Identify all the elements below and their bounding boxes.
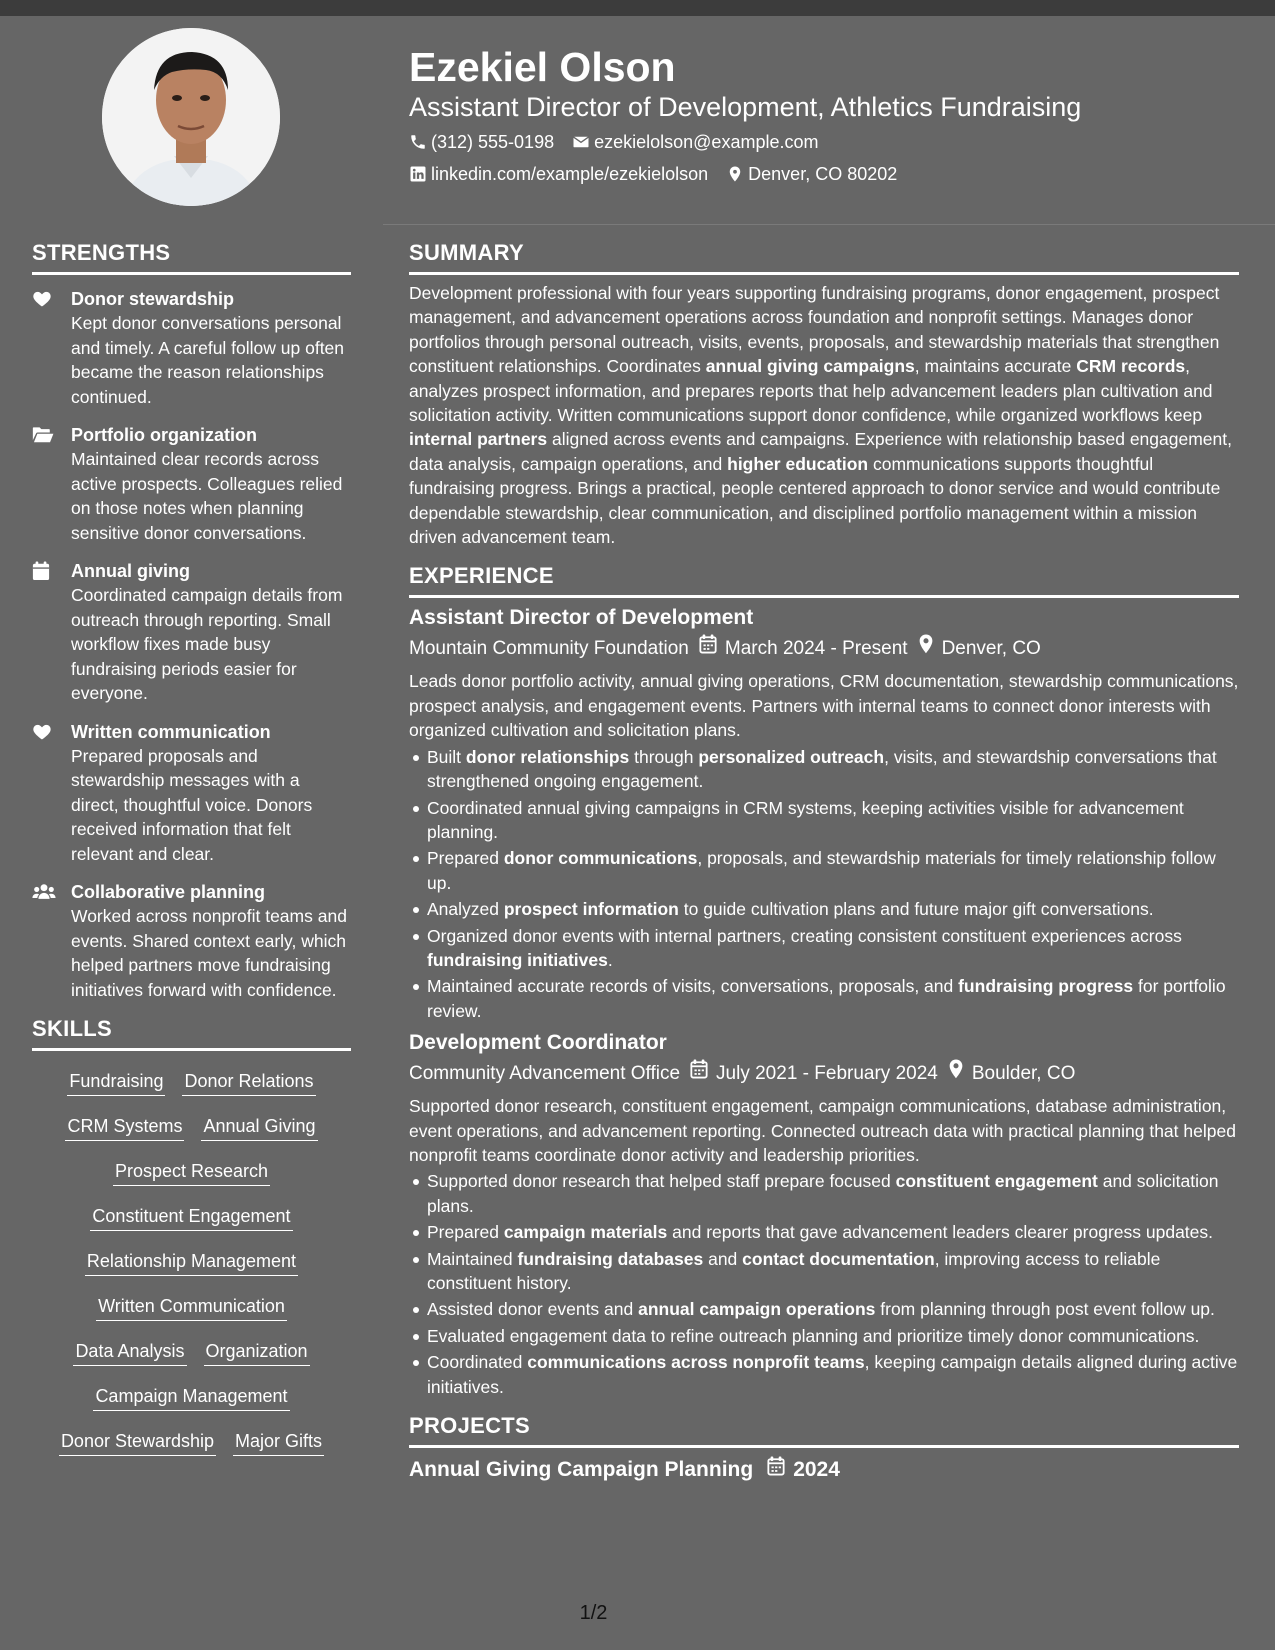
skill-tag: Donor Relations [182, 1069, 315, 1096]
users-icon [32, 882, 56, 902]
bold-keyword: campaign materials [503, 1222, 668, 1243]
email-text: ezekielolson@example.com [594, 132, 819, 152]
strength-desc: Worked across nonprofit teams and events. Shared context early, which helped partners move fundraising initiatives forward with confidence. [71, 906, 347, 1000]
strengths-list [32, 287, 351, 1002]
strength-desc: Kept donor conversations personal and timely. A careful follow up often became the reason relationships continued. [71, 313, 345, 407]
projects-heading: PROJECTS [409, 1413, 530, 1439]
page-number: 1/2 [579, 1602, 608, 1624]
candidate-headline: Assistant Director of Development, Athletics Fundraising [409, 92, 1082, 122]
phone-icon [409, 133, 427, 151]
strength-title: Donor stewardship [71, 289, 235, 309]
resume-page [0, 16, 1275, 1650]
bold-keyword: annual giving campaigns [705, 356, 915, 377]
skill-tag: Major Gifts [233, 1429, 324, 1456]
bullet-item: Maintained accurate records of visits, conversations, proposals, and fundraising progress for portfolio review. [427, 974, 1239, 1023]
job-location [918, 634, 1041, 663]
section-rule [32, 272, 351, 275]
right-column [409, 240, 1239, 1484]
project-date [767, 1456, 840, 1484]
strength-title: Collaborative planning [71, 882, 266, 902]
skill-tag: Fundraising [67, 1069, 165, 1096]
skill-tag: Campaign Management [93, 1384, 289, 1411]
bold-keyword: higher education [727, 453, 869, 474]
bullet-item: Organized donor events with internal partners, creating consistent constituent experiences across fundraising initiatives. [427, 924, 1239, 973]
skill-tag: Data Analysis [73, 1339, 186, 1366]
bold-keyword: annual campaign operations [638, 1299, 876, 1320]
job-org: Mountain Community Foundation [409, 637, 689, 659]
summary-heading: SUMMARY [409, 240, 524, 265]
top-bar [0, 0, 1275, 16]
bullet-item: Evaluated engagement data to refine outreach planning and prioritize timely donor communications. [427, 1324, 1239, 1348]
skill-row [32, 1241, 351, 1286]
section-rule [409, 1445, 1239, 1448]
map-pin-icon [726, 165, 744, 183]
bold-keyword: fundraising initiatives [427, 949, 608, 970]
section-rule [409, 595, 1239, 598]
bullet-item: Assisted donor events and annual campaign operations from planning through post event follow up. [427, 1297, 1239, 1321]
linkedin-text: linkedin.com/example/ezekielolson [431, 164, 709, 184]
strength-item [32, 423, 351, 545]
skills-heading: SKILLS [32, 1016, 113, 1041]
bold-keyword: communications across nonprofit teams [527, 1352, 865, 1373]
job-meta [409, 1059, 1239, 1088]
skill-row [32, 1421, 351, 1466]
projects-list [409, 1456, 1239, 1484]
section-rule [32, 1048, 351, 1051]
skill-row [32, 1376, 351, 1421]
heart-icon [32, 289, 52, 309]
job-title: Development Coordinator [409, 1031, 667, 1055]
job-location [948, 1059, 1076, 1088]
strength-title: Portfolio organization [71, 425, 257, 445]
strength-desc: Maintained clear records across active prospects. Colleagues relied on those notes when planning sensitive donor conversations. [71, 449, 343, 543]
bullet-item: Maintained fundraising databases and contact documentation, improving access to reliable constituent history. [427, 1247, 1239, 1296]
job-entry [409, 604, 1239, 1023]
skill-tag: Relationship Management [85, 1249, 298, 1276]
skill-row [32, 1286, 351, 1331]
strength-desc: Coordinated campaign details from outreach through reporting. Small workflow fixes made busy fundraising periods easier for everyone. [71, 585, 343, 703]
skill-row [32, 1196, 351, 1241]
skill-tag: Constituent Engagement [90, 1204, 292, 1231]
job-dates-text: July 2021 - February 2024 [716, 1062, 938, 1084]
bold-keyword: fundraising progress [958, 976, 1134, 997]
job-title: Assistant Director of Development [409, 606, 754, 630]
calendar-icon [32, 561, 50, 581]
map-pin-icon [918, 634, 934, 663]
contact-row [409, 130, 1249, 154]
job-location-text: Boulder, CO [971, 1062, 1076, 1084]
strength-item [32, 559, 351, 706]
strengths-heading: STRENGTHS [32, 240, 171, 265]
skill-tag: Written Communication [96, 1294, 287, 1321]
header-divider [383, 224, 1275, 225]
bold-keyword: personalized outreach [698, 746, 885, 767]
candidate-name: Ezekiel Olson [409, 44, 676, 90]
job-description: Leads donor portfolio activity, annual giving operations, CRM documentation, stewardship communications, prospect analysis, and engagement events. Partners with internal teams to connect donor interests with organized cultivation and solicitation plans. [409, 671, 1239, 741]
skills-list [32, 1061, 351, 1466]
job-entry [409, 1029, 1239, 1399]
bold-keyword: prospect information [503, 899, 679, 920]
calendar-icon [767, 1456, 785, 1484]
linkedin-contact[interactable] [409, 162, 708, 186]
bullet-item: Prepared donor communications, proposals, and stewardship materials for timely relationship follow up. [427, 846, 1239, 895]
profile-photo [102, 28, 280, 206]
location-text: Denver, CO 80202 [748, 164, 898, 184]
skill-row [32, 1151, 351, 1196]
skill-row [32, 1106, 351, 1151]
phone-contact[interactable] [409, 130, 554, 154]
envelope-icon [572, 133, 590, 151]
skill-tag: Donor Stewardship [59, 1429, 216, 1456]
bullet-item: Prepared campaign materials and reports that gave advancement leaders clearer progress updates. [427, 1220, 1239, 1244]
job-org: Community Advancement Office [409, 1062, 681, 1084]
job-meta [409, 634, 1239, 663]
skill-tag: Annual Giving [201, 1114, 317, 1141]
strength-item [32, 287, 351, 409]
bullet-item: Supported donor research that helped staff prepare focused constituent engagement and solicitation plans. [427, 1169, 1239, 1218]
strength-title: Written communication [71, 721, 271, 742]
job-dates-text: March 2024 - Present [724, 637, 908, 659]
project-year: 2024 [793, 1458, 840, 1482]
phone-text: (312) 555-0198 [431, 132, 555, 152]
email-contact[interactable] [572, 130, 818, 154]
experience-list [409, 604, 1239, 1399]
location-contact [726, 162, 897, 186]
skill-row [32, 1331, 351, 1376]
job-location-text: Denver, CO [941, 637, 1041, 659]
bold-keyword: donor relationships [465, 746, 630, 767]
strength-title: Annual giving [71, 561, 190, 581]
strength-desc: Prepared proposals and stewardship messages with a direct, thoughtful voice. Donors received information that felt relevant and clear. [71, 745, 313, 864]
map-pin-icon [948, 1059, 964, 1088]
contact-row-2 [409, 162, 1249, 186]
bullet-item: Coordinated communications across nonprofit teams, keeping campaign details aligned during active initiatives. [427, 1350, 1239, 1399]
calendar-icon [690, 1059, 708, 1088]
bullet-item: Built donor relationships through personalized outreach, visits, and stewardship conversations that strengthened ongoing engagement. [427, 745, 1239, 794]
strength-item [32, 720, 351, 867]
project-entry [409, 1456, 1239, 1484]
summary-text: Development professional with four years supporting fundraising programs, donor engagement, prospect management, and advancement operations across foundation and nonprofit settings. Manages donor portfolios through personal outreach, visits, events, proposals, and stewardship materials that strengthen constituent relationships. Coordinates annual giving campaigns, maintains accurate CRM records, analyzes prospect information, and prepares reports that help advancement leaders plan cultivation and solicitation activity. Written communications support donor confidence, while organized workflows keep internal partners aligned across events and campaigns. Experience with relationship based engagement, data analysis, campaign operations, and higher education communications supports thoughtful fundraising progress. Brings a practical, people centered approach to donor service and would contribute dependable stewardship, clear communication, and disciplined portfolio management within a mission driven advancement team. [409, 283, 1232, 548]
bold-keyword: constituent engagement [895, 1171, 1098, 1192]
project-title: Annual Giving Campaign Planning [409, 1458, 754, 1482]
skill-tag: Organization [204, 1339, 310, 1366]
bold-keyword: fundraising databases [517, 1248, 704, 1269]
page-indicator [0, 1602, 1275, 1625]
bold-keyword: donor communications [503, 848, 698, 869]
left-column [32, 240, 351, 1466]
bullet-item: Analyzed prospect information to guide cultivation plans and future major gift conversations. [427, 897, 1239, 921]
folder-open-icon [32, 425, 54, 445]
skill-row [32, 1061, 351, 1106]
calendar-icon [699, 634, 717, 663]
section-rule [409, 272, 1239, 275]
heart-icon [32, 722, 52, 742]
job-dates [690, 1059, 938, 1088]
resume-header [409, 44, 1249, 186]
bold-keyword: contact documentation [742, 1248, 935, 1269]
job-bullets [409, 745, 1239, 1023]
bold-keyword: internal partners [409, 429, 548, 450]
job-dates [699, 634, 908, 663]
job-description: Supported donor research, constituent engagement, campaign communications, database administration, event operations, and advancement reporting. Connected outreach data with practical planning that helped nonprofit teams coordinate donor activity and leadership priorities. [409, 1096, 1236, 1165]
skill-tag: Prospect Research [113, 1159, 270, 1186]
job-bullets [409, 1169, 1239, 1399]
bold-keyword: CRM records [1076, 356, 1186, 377]
strength-item [32, 880, 351, 1002]
experience-heading: EXPERIENCE [409, 563, 554, 589]
linkedin-icon [409, 165, 427, 183]
bullet-item: Coordinated annual giving campaigns in CRM systems, keeping activities visible for advancement planning. [427, 796, 1239, 845]
skill-tag: CRM Systems [65, 1114, 184, 1141]
